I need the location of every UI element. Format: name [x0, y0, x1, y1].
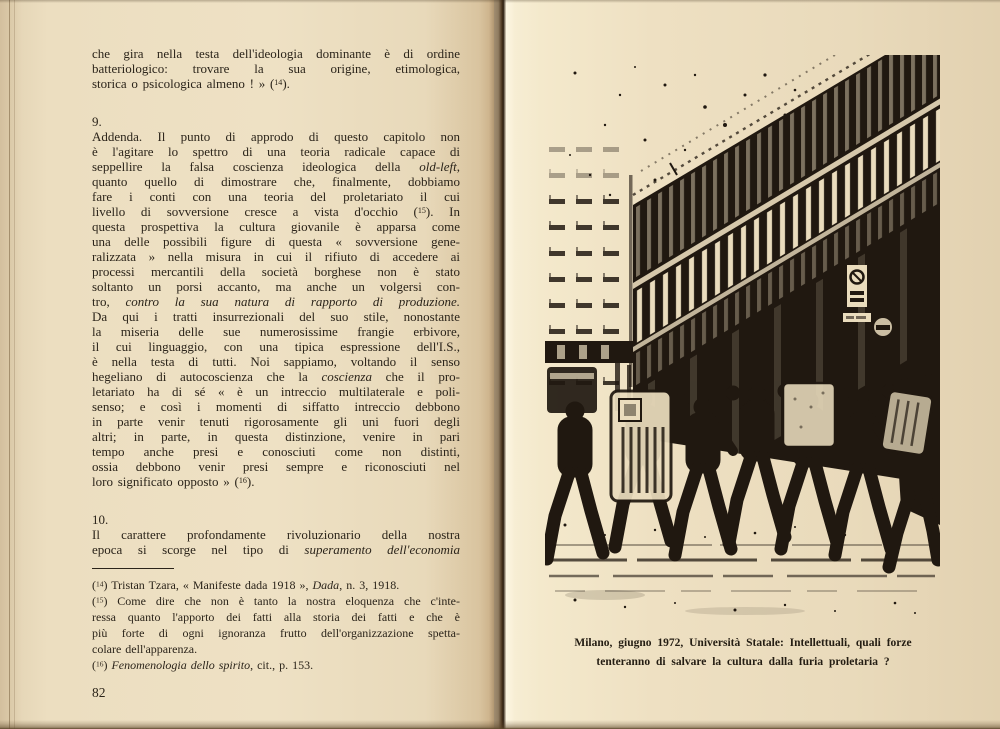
page-stack-edge	[9, 0, 10, 729]
text-block	[92, 46, 460, 91]
text-line: tempo anche presi e conosciuti come non distinti,	[92, 444, 460, 459]
photo-caption	[533, 634, 953, 671]
text-line: hegeliano di autocoscienza che la coscienza che il pro-	[92, 369, 460, 384]
text-line: ($^{16}$) Fenomenologia dello spirito, cit., p. 153.	[92, 658, 314, 672]
text-line: in parte venir tenuti rigorosamente gli uni fuori degli	[92, 414, 460, 429]
photo-caption-line: tenteranno di salvare la cultura dalla furia proletaria ?	[596, 655, 890, 668]
footnotes	[92, 577, 460, 673]
page-stack-edge	[14, 0, 15, 729]
main-text	[92, 46, 460, 557]
text-line: altri; in parte, in questa distinzione, venire in pari	[92, 429, 460, 444]
book-gutter	[489, 0, 515, 729]
text-line: quanto quello di dimostrare che, finalmente, dobbiamo	[92, 174, 460, 189]
text-line: letariato ha di sé « è un intreccio multilaterale e poli-	[92, 384, 460, 399]
text-line: tro, contro la sua natura di rapporto di produzione.	[92, 294, 460, 309]
text-line: ressa quanto l'apporto dei fatti alla storia dei fatti e che è	[92, 610, 460, 624]
striped-shield	[611, 391, 671, 501]
text-line: Il carattere profondamente rivoluzionario della nostra	[92, 527, 460, 542]
text-line: una delle possibili figure di questa « sovversione gene-	[92, 234, 460, 249]
text-line: senso; e così i momenti di siffatto intreccio debbono	[92, 399, 460, 414]
text-line: seppellire la falsa coscienza ideologica della old-left,	[92, 159, 460, 174]
text-line: è nella testa di tutti. Noi sappiamo, voltando il senso	[92, 354, 460, 369]
footnote-rule	[92, 568, 174, 569]
text-line: epoca si scorge nel tipo di superamento dell'economia	[92, 542, 460, 557]
text-block	[92, 512, 460, 557]
text-line: ($^{15}$) Come dire che non è tanto la nostra eloquenza che c'inte-	[92, 594, 460, 608]
light-building	[545, 147, 633, 413]
text-line: è l'agitare lo spettro di una teoria radicale capace di	[92, 144, 460, 159]
top-page-edge	[0, 0, 1000, 3]
text-line: Da qui i tratti insurrezionali del suo stile, nonostante	[92, 309, 460, 324]
text-line: soltanto un porsi accanto, ma anche un volgersi con-	[92, 279, 460, 294]
text-line: loro significato opposto » ($^{16}$).	[92, 474, 255, 489]
text-block	[92, 114, 460, 489]
text-line: più forte di ogni ignoranza frutto dell'organizzazione spetta-	[92, 626, 460, 640]
section-number: 10.	[92, 512, 109, 527]
light-shield	[783, 383, 835, 447]
text-line: questa prospettiva la cultura giovanile è apparsa come	[92, 219, 460, 234]
text-line: fare i conti con una teoria del proletariato il cui	[92, 189, 460, 204]
text-line: batteriologico: trovare la sua origine, etimologica,	[92, 61, 460, 76]
halftone-photo	[545, 55, 940, 622]
section-number: 9.	[92, 114, 102, 129]
text-line: colare dell'apparenza.	[92, 642, 198, 656]
text-line: ralizzata » nella misura in cui il rifiuto di accedere ai	[92, 249, 460, 264]
left-page-text-column	[92, 46, 460, 700]
tilted-shield	[881, 390, 934, 456]
text-line: livello di sovversione cresce a vista d'occhio ($^{15}$). In	[92, 204, 460, 219]
text-line: storica o psicologica almeno ! » ($^{14}$).	[92, 76, 290, 91]
photo-caption-line: Milano, giugno 1972, Università Statale: Intellettuali, quali forze	[574, 637, 912, 649]
street-tracks	[547, 524, 938, 616]
text-line: processi mercantili della società borghese non è stato	[92, 264, 460, 279]
text-line: Addenda. Il punto di approdo di questo capitolo non	[92, 129, 460, 144]
text-line: che gira nella testa dell'ideologia dominante è di ordine	[92, 46, 460, 61]
text-line: ($^{14}$) Tristan Tzara, « Manifeste dada 1918 », Dada, n. 3, 1918.	[92, 578, 400, 592]
text-line: il cui linguaggio, con una tipica espressione dell'I.S.,	[92, 339, 460, 354]
text-line: ossia debbono venir presi sempre e riconosciuti nel	[92, 459, 460, 474]
left-page	[0, 0, 494, 729]
right-page	[506, 0, 1000, 729]
page-number: 82	[92, 685, 106, 700]
bottom-page-edge	[0, 720, 1000, 729]
text-line: la miseria delle sue numerosissime frangie erbivore,	[92, 324, 460, 339]
